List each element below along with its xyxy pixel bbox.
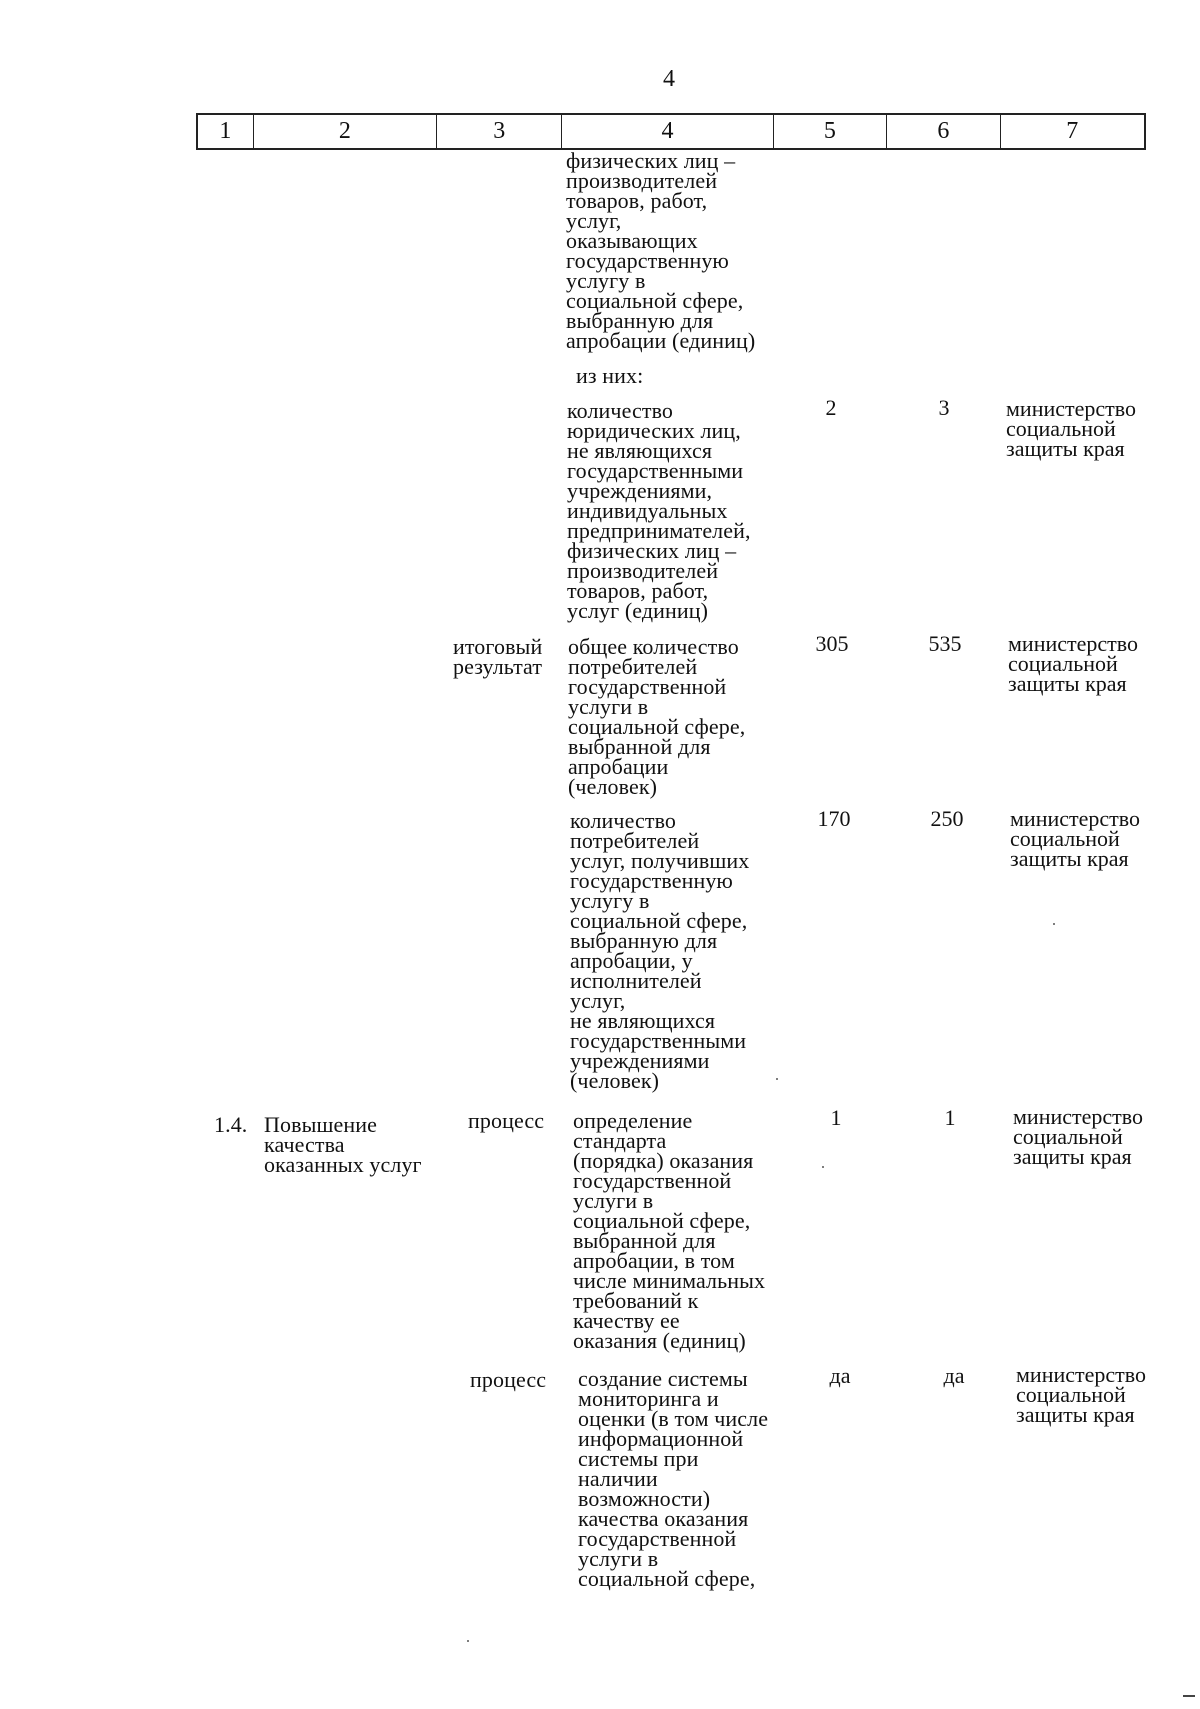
indicator-line: апробации (единиц) <box>566 328 756 353</box>
indicator-line: числе минимальных <box>573 1268 766 1293</box>
indicator-line: оказывающих <box>566 228 698 253</box>
indicator-line: выбранную для <box>566 308 714 333</box>
value-col-6: да <box>943 1363 965 1388</box>
indicator-line: выбранную для <box>570 928 718 953</box>
indicator-line: услуг, получивших <box>570 848 750 873</box>
responsible-cell <box>1008 631 1139 696</box>
indicator-line: государственную <box>570 868 733 893</box>
indicator-line: государственными <box>567 458 744 483</box>
header-col-7: 7 <box>1066 118 1079 144</box>
indicator-line: государственной <box>578 1526 737 1551</box>
value-col-6: 3 <box>938 395 950 420</box>
indicator-line: не являющихся <box>570 1008 716 1033</box>
indicator-line: (человек) <box>568 774 658 799</box>
responsible-line: защиты края <box>1008 671 1127 696</box>
indicator-line: социальной сфере, <box>568 714 746 739</box>
measure-name-line: Повышение <box>264 1112 377 1137</box>
indicator-line: социальной сфере, <box>578 1566 756 1591</box>
responsible-line: социальной <box>1010 826 1120 851</box>
responsible-line: социальной <box>1008 651 1118 676</box>
measure-name-line: оказанных услуг <box>264 1152 422 1177</box>
indicator-line: услугу в <box>566 268 646 293</box>
indicator-line: физических лиц – <box>567 538 737 563</box>
responsible-cell <box>1006 396 1137 461</box>
indicator-line: предпринимателей, <box>567 518 751 543</box>
indicator-line: производителей <box>566 168 718 193</box>
indicator-line: услугу в <box>570 888 650 913</box>
responsible-line: министерство <box>1010 806 1141 831</box>
subheading-iz-nih <box>576 363 644 388</box>
indicator-line: услуги в <box>573 1188 654 1213</box>
indicator-consumers-nongov <box>570 808 750 1093</box>
indicator-line: государственной <box>568 674 727 699</box>
value-col-6: 250 <box>930 806 964 831</box>
value-col-5: 170 <box>817 806 851 831</box>
result-type-cell <box>453 634 543 679</box>
indicator-line: услуг, <box>566 208 622 233</box>
indicator-line: потребителей <box>568 654 698 679</box>
indicator-line: количество <box>570 808 677 833</box>
scan-speck <box>1053 923 1055 925</box>
indicator-line: государственной <box>573 1168 732 1193</box>
responsible-line: министерство <box>1013 1104 1144 1129</box>
header-col-2: 2 <box>254 115 437 148</box>
indicator-line: учреждениями, <box>567 478 713 503</box>
indicator-line: оценки (в том числе <box>578 1406 769 1431</box>
indicator-line: услуги в <box>578 1546 659 1571</box>
header-col-3: 3 <box>437 115 562 148</box>
measure-name-line: качества <box>264 1132 345 1157</box>
responsible-cell <box>1010 806 1141 871</box>
type-line: процесс <box>470 1367 547 1392</box>
scan-speck <box>822 1166 824 1168</box>
value-col-5: 2 <box>825 395 837 420</box>
scan-speck <box>467 1640 469 1642</box>
indicator-line: услуги в <box>568 694 649 719</box>
measure-name-cell <box>264 1112 422 1177</box>
indicator-line: выбранной для <box>568 734 711 759</box>
indicator-line: учреждениями <box>570 1048 710 1073</box>
indicator-line: возможности) <box>578 1486 711 1511</box>
indicator-line: наличии <box>578 1466 658 1491</box>
responsible-cell <box>1016 1362 1147 1427</box>
value-col-5: 305 <box>815 631 849 656</box>
indicator-line: производителей <box>567 558 719 583</box>
header-col-6: 6 <box>887 115 1001 148</box>
indicator-line: индивидуальных <box>567 498 728 523</box>
indicator-line: юридических лиц, <box>567 418 741 443</box>
indicator-line: потребителей <box>570 828 700 853</box>
value-col-5: да <box>829 1363 851 1388</box>
indicator-line: информационной <box>578 1426 744 1451</box>
value-col-6: 535 <box>928 631 962 656</box>
type-line: процесс <box>468 1108 545 1133</box>
indicator-line: услуг (единиц) <box>567 598 709 623</box>
indicator-line: услуг, <box>570 988 626 1013</box>
indicator-line: социальной сфере, <box>570 908 748 933</box>
indicator-line: не являющихся <box>567 438 713 463</box>
responsible-line: социальной <box>1016 1382 1126 1407</box>
indicator-line: выбранной для <box>573 1228 716 1253</box>
indicator-line: государственными <box>570 1028 747 1053</box>
scan-mark <box>1183 1695 1195 1697</box>
indicator-line: качеству ее <box>573 1308 680 1333</box>
responsible-line: министерство <box>1016 1362 1147 1387</box>
result-type-cell <box>468 1108 545 1133</box>
header-col-5: 5 <box>774 115 888 148</box>
indicator-line: стандарта <box>573 1128 667 1153</box>
indicator-line: (порядка) оказания <box>573 1148 754 1173</box>
indicator-line: требований к <box>573 1288 699 1313</box>
indicator-line: товаров, работ, <box>567 578 709 603</box>
indicator-line: социальной сфере, <box>566 288 744 313</box>
indicator-line: физических лиц – <box>566 148 736 173</box>
responsible-line: защиты края <box>1016 1402 1135 1427</box>
indicator-legal-entities <box>567 398 751 623</box>
responsible-line: защиты края <box>1006 436 1125 461</box>
responsible-line: защиты края <box>1013 1144 1132 1169</box>
responsible-line: министерство <box>1008 631 1139 656</box>
indicator-line: социальной сфере, <box>573 1208 751 1233</box>
indicator-line: исполнителей <box>570 968 702 993</box>
responsible-line: министерство <box>1006 396 1137 421</box>
indicator-line: апробации, у <box>570 948 693 973</box>
header-col-1: 1 <box>198 115 254 148</box>
indicator-continuation <box>566 148 756 353</box>
indicator-line: апробации <box>568 754 669 779</box>
indicator-line: товаров, работ, <box>566 188 708 213</box>
indicator-line: оказания (единиц) <box>573 1328 746 1353</box>
value-col-6: 1 <box>944 1105 956 1130</box>
header-col-4: 4 <box>562 115 773 148</box>
indicator-line: апробации, в том <box>573 1248 735 1273</box>
table-header-row <box>196 113 1146 150</box>
responsible-cell <box>1013 1104 1144 1169</box>
responsible-line: социальной <box>1013 1124 1123 1149</box>
responsible-line: социальной <box>1006 416 1116 441</box>
result-type-cell <box>470 1367 547 1392</box>
indicator-line: количество <box>567 398 674 423</box>
page-number: 4 <box>663 66 675 92</box>
responsible-line: защиты края <box>1010 846 1129 871</box>
indicator-line: (человек) <box>570 1068 660 1093</box>
type-line: результат <box>453 654 543 679</box>
indicator-line: мониторинга и <box>578 1386 719 1411</box>
indicator-line: общее количество <box>568 634 739 659</box>
type-line: итоговый <box>453 634 543 659</box>
indicator-line: определение <box>573 1108 693 1133</box>
indicator-total-consumers <box>568 634 746 799</box>
indicator-line: качества оказания <box>578 1506 749 1531</box>
scan-speck <box>776 1078 778 1080</box>
indicator-line: системы при <box>578 1446 699 1471</box>
indicator-line: создание системы <box>578 1366 748 1391</box>
value-col-5: 1 <box>830 1105 842 1130</box>
subheading-text: из них: <box>576 363 644 388</box>
indicator-quality-standard <box>573 1108 766 1353</box>
indicator-monitoring-system <box>578 1366 769 1591</box>
indicator-line: государственную <box>566 248 729 273</box>
item-number-1-4: 1.4. <box>214 1112 248 1137</box>
